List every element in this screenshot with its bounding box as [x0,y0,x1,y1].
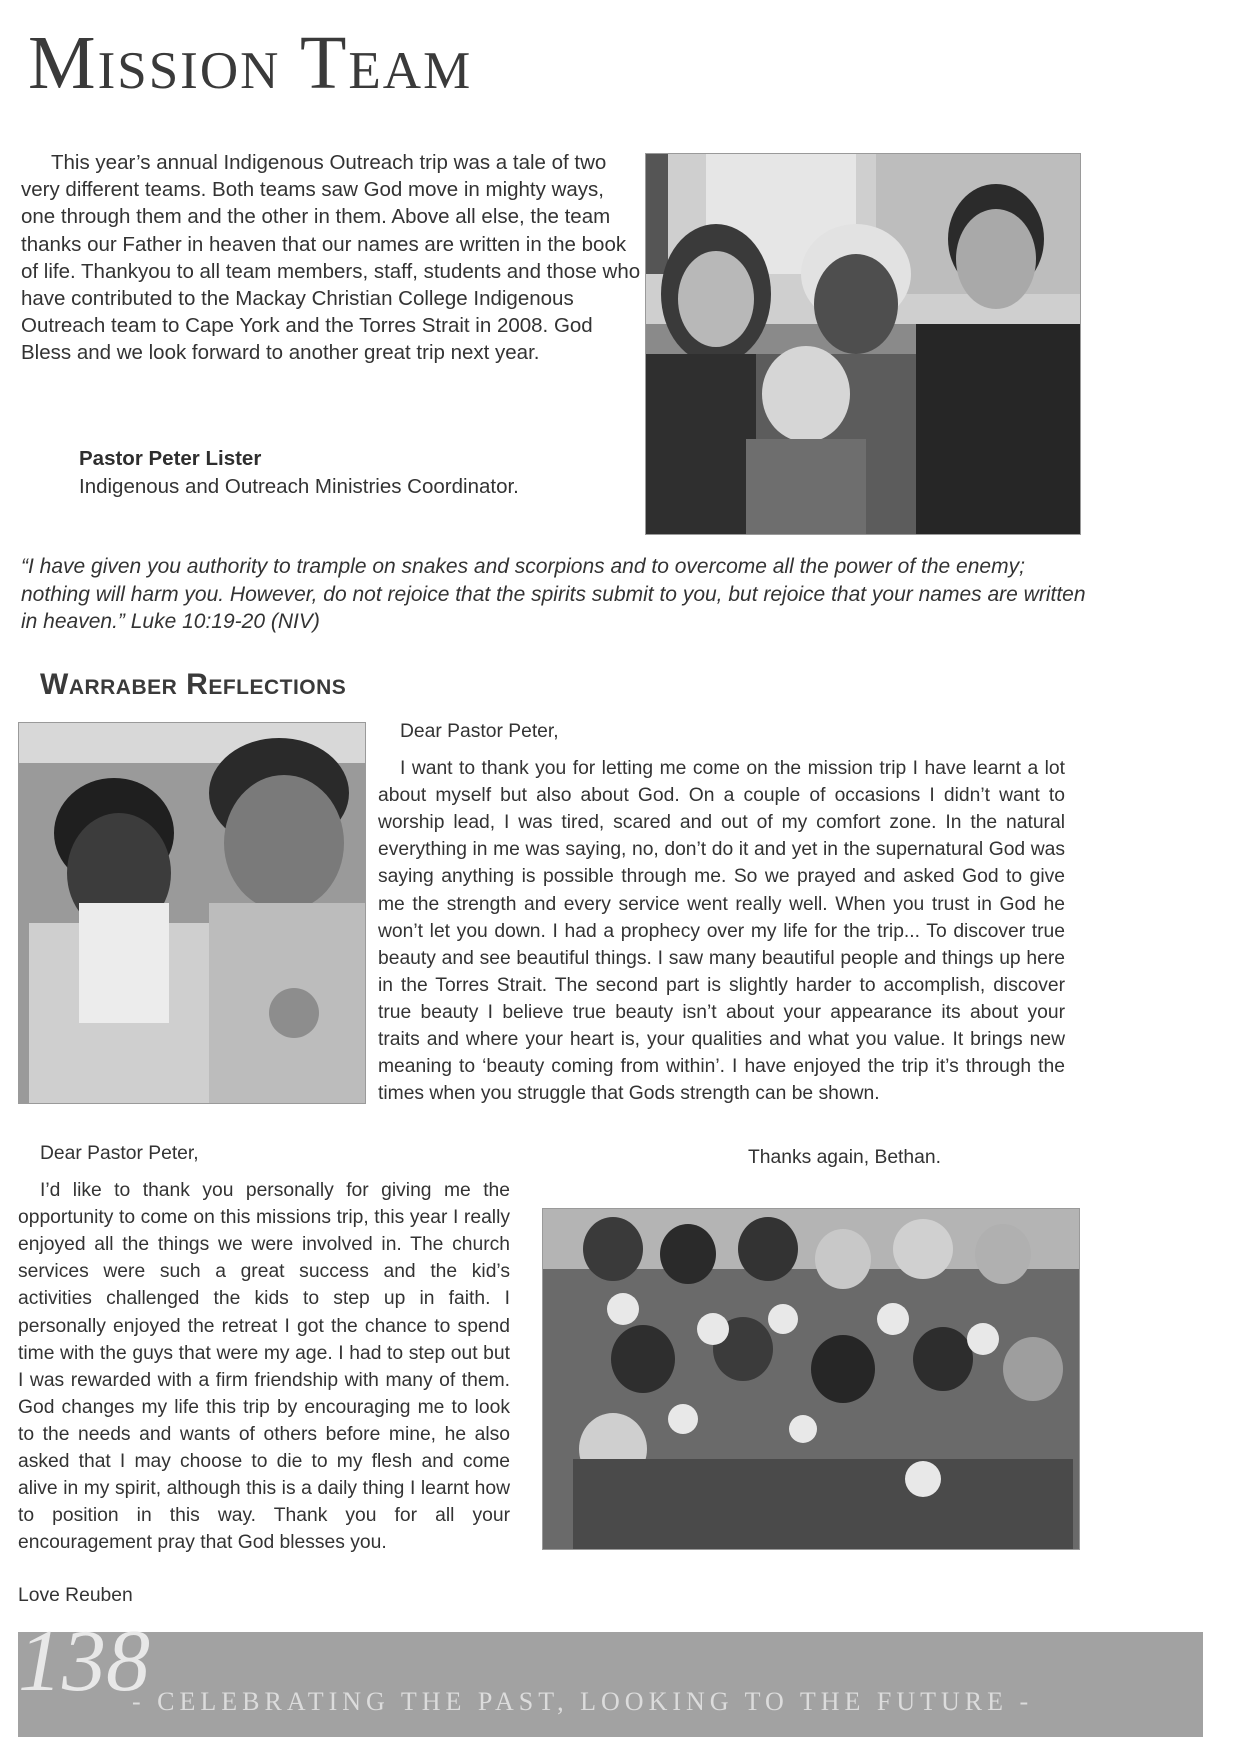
page-title: Mission Team [28,21,473,105]
signature-role: Indigenous and Outreach Ministries Coordinator. [79,475,519,498]
intro-paragraph: This year’s annual Indigenous Outreach trip was a tale of two very different teams. Both teams saw God move in mighty ways, one through them and the other in them. Above all else, the team thanks our Father in heaven that our names are written in the book of life. Thankyou to all team members, staff, students and those who have contributed to the Mackay Christian College Indigenous Outreach team to Cape York and the Torres Strait in 2008. God Bless and we look forward to another great trip next year. [21,151,641,365]
signature-name: Pastor Peter Lister [79,447,262,470]
letter-signoff: Love Reuben [18,1585,133,1606]
group-photo [542,1208,1080,1550]
page-number: 138 [18,1613,150,1710]
letter-bethan [378,718,1065,1107]
footer-tagline: - CELEBRATING THE PAST, LOOKING TO THE FUTURE - [132,1687,1034,1716]
letter-salutation: Dear Pastor Peter, [400,721,559,742]
letter-salutation: Dear Pastor Peter, [40,1143,199,1164]
letter-signoff: Thanks again, Bethan. [748,1147,941,1168]
children-photo [18,722,366,1104]
section-heading: Warraber Reflections [40,668,347,701]
letter-body: I’d like to thank you personally for giving me the opportunity to come on this missions trip, this year I really enjoyed all the things we were involved in. The church services were such a great success and the kid’s activities challenged the kids to step up in faith. I personally enjoyed the retreat I got the chance to spend time with the guys that were my age. I had to step out but I was rewarded with a firm friendship with many of them. God changes my life this trip by encouraging me to look to the needs and wants of others before mine, he also asked that I may choose to die to my flesh and come alive in my spirit, although this is a daily thing I learnt how to position in this way. Thank you for all your encouragement pray that God blesses you. [18,1180,510,1554]
team-photo-elder [645,153,1081,535]
letter-body: I want to thank you for letting me come on the mission trip I have learnt a lot about myself but also about God. On a couple of occasions I didn’t want to worship lead, I was tired, scared and out of my comfort zone. In the natural everything in me was saying, no, don’t do it and yet in the supernatural God was saying anything is possible through me. So we prayed and asked God to give me the strength and every service went really well. When you trust in God he won’t let you down. I had a prophecy over my life for the trip... To discover true beauty and see beautiful things. I saw many beautiful people and things up here in the Torres Strait. The second part is slightly harder to accomplish, discover true beauty I believe true beauty isn’t about your appearance its about your traits and where your heart is, your qualities and what you value. It brings new meaning to ‘beauty coming from within’. I have enjoyed the trip it’s through the times when you struggle that Gods strength can be shown. [378,758,1065,1105]
scripture-quote: “I have given you authority to trample on snakes and scorpions and to overcome all the power of the enemy; nothing will harm you. However, do not rejoice that the spirits submit to you, but rejoice that your names are written in heaven.” Luke 10:19-20 (NIV) [21,555,1086,633]
footer-band [18,1632,1203,1737]
letter-reuben [18,1140,510,1556]
